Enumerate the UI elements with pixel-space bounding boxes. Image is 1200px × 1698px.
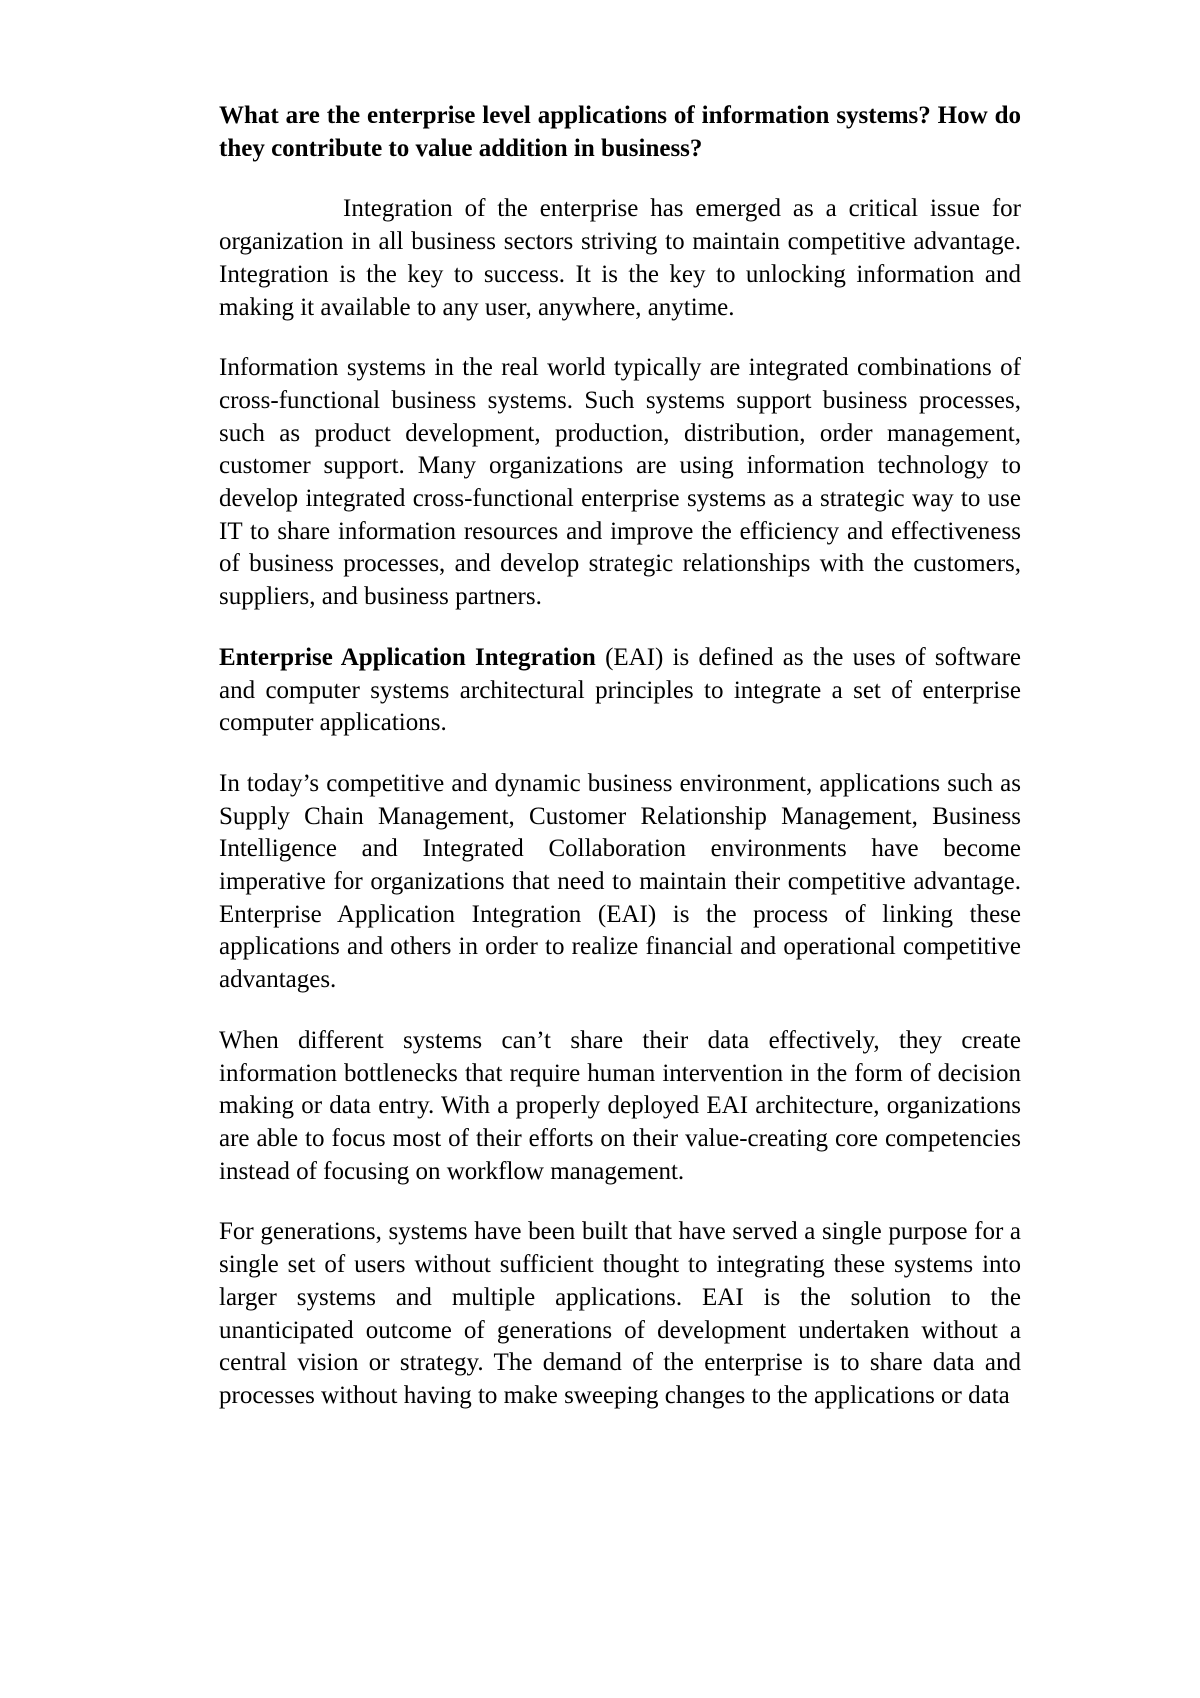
paragraph-information-bottlenecks: When different systems can’t share their data effectively, they create information bottlenecks that require human intervention in the form of decision making or data entry. With a properly deployed EAI architecture, organizations are able to focus most of their efforts on their value-creating core competencies instead of focusing on workflow management.	[219, 1026, 1021, 1185]
eai-definition-text: (EAI) is defined as the uses of software and computer systems architectural principles to integrate a set of enterprise computer applications.	[219, 643, 1021, 737]
paragraph-information-systems: Information systems in the real world typically are integrated combinations of cross-functional business systems. Such systems support business processes, such as product development, production, distribution, order management, customer support. Many organizations are using information technology to develop integrated cross-functional enterprise systems as a strategic way to use IT to share information resources and improve the efficiency and effectiveness of business processes, and develop strategic relationships with the customers, suppliers, and business partners.	[219, 354, 1021, 611]
paragraph-generations: For generations, systems have been built that have served a single purpose for a single set of users without sufficient thought to integrating these systems into larger systems and multiple applications. EAI is the solution to the unanticipated outcome of generations of development undertaken without a central vision or strategy. The demand of the enterprise is to share data and processes without having to make sweeping changes to the applications or data	[219, 1218, 1021, 1409]
document-body	[219, 100, 1021, 1441]
question-heading: What are the enterprise level applications of information systems? How do they contribute to value addition in business?	[219, 102, 1021, 162]
paragraph-integration-intro: Integration of the enterprise has emerged as a critical issue for organization in all business sectors striving to maintain competitive advantage. Integration is the key to success. It is the key to unlocking information and making it available to any user, anywhere, anytime.	[219, 195, 1021, 321]
paragraph-business-environment: In today’s competitive and dynamic business environment, applications such as Supply Chain Management, Customer Relationship Management, Business Intelligence and Integrated Collaboration environments have become imperative for organizations that need to maintain their competitive advantage. Enterprise Application Integration (EAI) is the process of linking these applications and others in order to realize financial and operational competitive advantages.	[219, 769, 1021, 994]
paragraph-eai-definition	[219, 642, 1021, 740]
eai-term: Enterprise Application Integration	[219, 643, 596, 671]
